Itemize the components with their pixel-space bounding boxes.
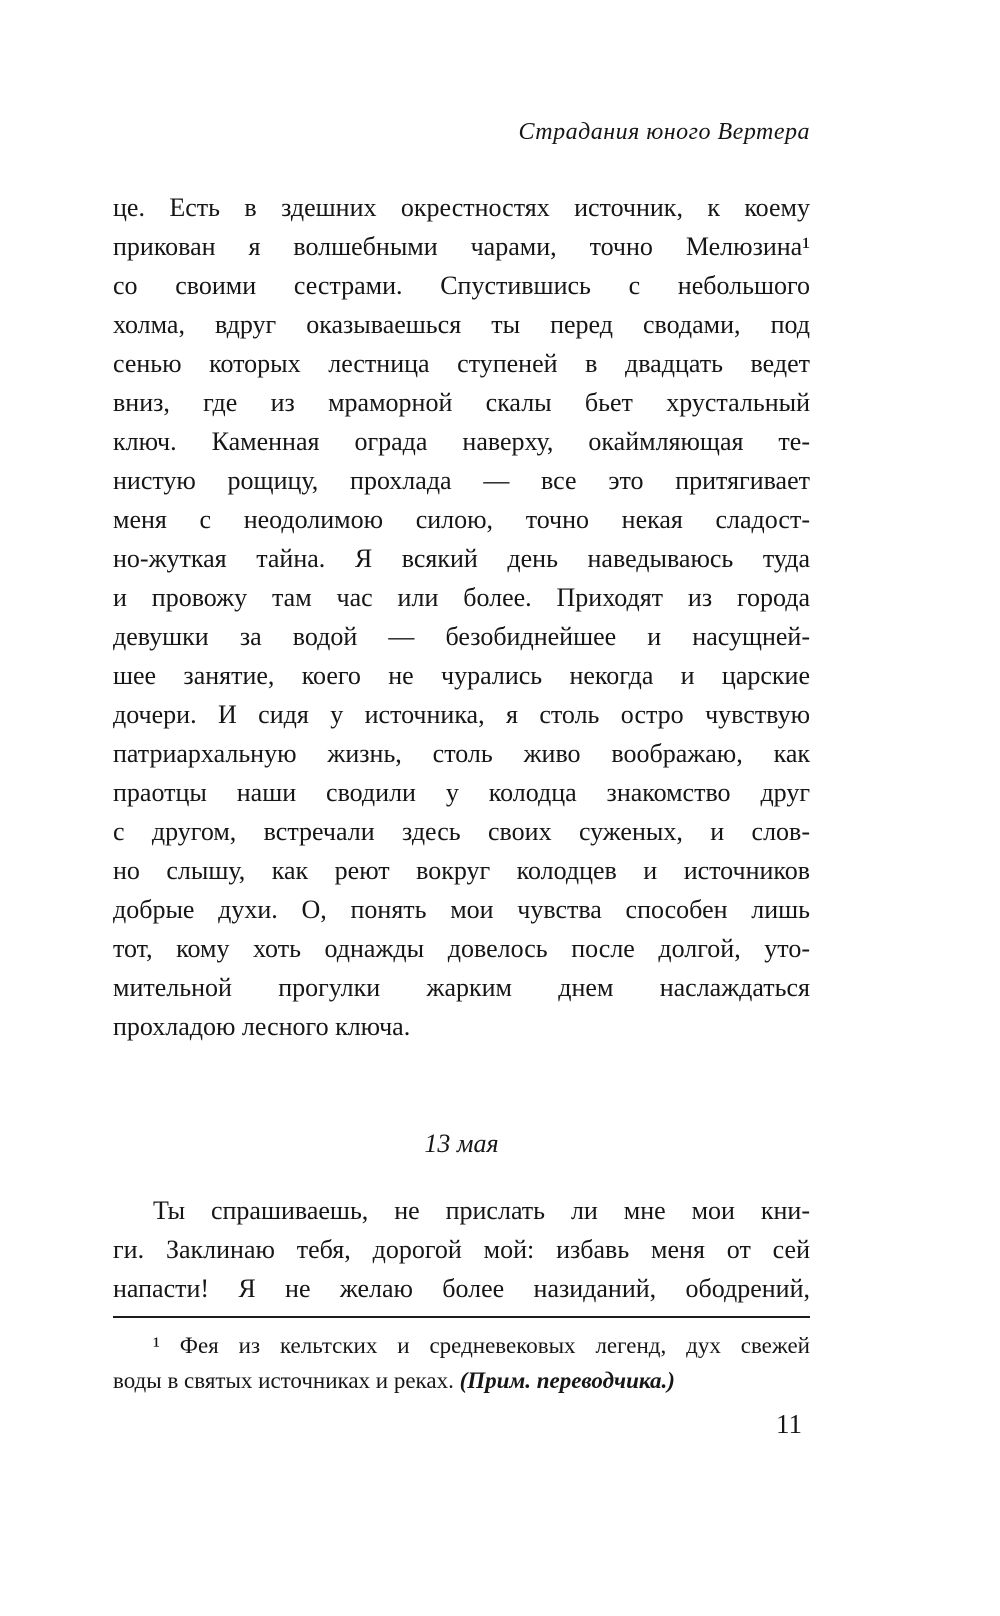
text-line: прохладою лесного ключа. xyxy=(113,1012,411,1041)
footnote-line xyxy=(113,1363,810,1398)
text-line: шее занятие, коего не чурались некогда и царские xyxy=(113,661,810,690)
date-heading: 13 мая xyxy=(424,1129,499,1158)
paragraph-continuation xyxy=(113,188,810,1046)
text-line: ключ. Каменная ограда наверху, окаймляющая те- xyxy=(113,427,810,456)
text-line: дочери. И сидя у источника, я столь остро чувствую xyxy=(113,700,810,729)
text-line: сенью которых лестница ступеней в двадцать ведет xyxy=(113,349,810,378)
text-line: прикован я волшебными чарами, точно Мелюзина¹ xyxy=(113,232,810,261)
footnote-line: ¹ Фея из кельтских и средневековых легенд, дух свежей xyxy=(153,1333,810,1358)
text-line: со своими сестрами. Спустившись с небольшого xyxy=(113,271,810,300)
paragraph-may-13 xyxy=(113,1191,810,1308)
text-line: девушки за водой — безобиднейшее и насущней- xyxy=(113,622,810,651)
text-line: с другом, встречали здесь своих суженых, и слов- xyxy=(113,817,810,846)
text-line: тот, кому хоть однажды довелось после долгой, уто- xyxy=(113,934,810,963)
text-line: добрые духи. О, понять мои чувства способен лишь xyxy=(113,895,810,924)
text-line: вниз, где из мраморной скалы бьет хрустальный xyxy=(113,388,810,417)
text-line: нистую рощицу, прохлада — все это притягивает xyxy=(113,466,810,495)
text-line: праотцы наши сводили у колодца знакомство друг xyxy=(113,778,810,807)
text-line: мительной прогулки жарким днем наслаждаться xyxy=(113,973,810,1002)
text-line: но-жуткая тайна. Я всякий день наведываюсь туда xyxy=(113,544,810,573)
text-line: и провожу там час или более. Приходят из города xyxy=(113,583,810,612)
footnote-text: воды в святых источниках и реках. xyxy=(113,1368,460,1393)
text-line: Ты спрашиваешь, не прислать ли мне мои кни- xyxy=(153,1196,810,1225)
text-line: но слышу, как реют вокруг колодцев и источников xyxy=(113,856,810,885)
text-line: напасти! Я не желаю более назиданий, ободрений, xyxy=(113,1274,810,1303)
footnote xyxy=(113,1328,810,1398)
text-column xyxy=(113,0,810,1440)
page-number: 11 xyxy=(776,1409,802,1439)
footnote-separator-rule xyxy=(113,1316,810,1318)
text-line: холма, вдруг оказываешься ты перед сводами, под xyxy=(113,310,810,339)
running-header: Страдания юного Вертера xyxy=(518,119,810,145)
translator-note: (Прим. переводчика.) xyxy=(459,1368,675,1393)
text-line: це. Есть в здешних окрестностях источник, к коему xyxy=(113,193,810,222)
text-line: патриархальную жизнь, столь живо воображаю, как xyxy=(113,739,810,768)
text-line: меня с неодолимою силою, точно некая сладост- xyxy=(113,505,810,534)
text-line: ги. Заклинаю тебя, дорогой мой: избавь меня от сей xyxy=(113,1235,810,1264)
